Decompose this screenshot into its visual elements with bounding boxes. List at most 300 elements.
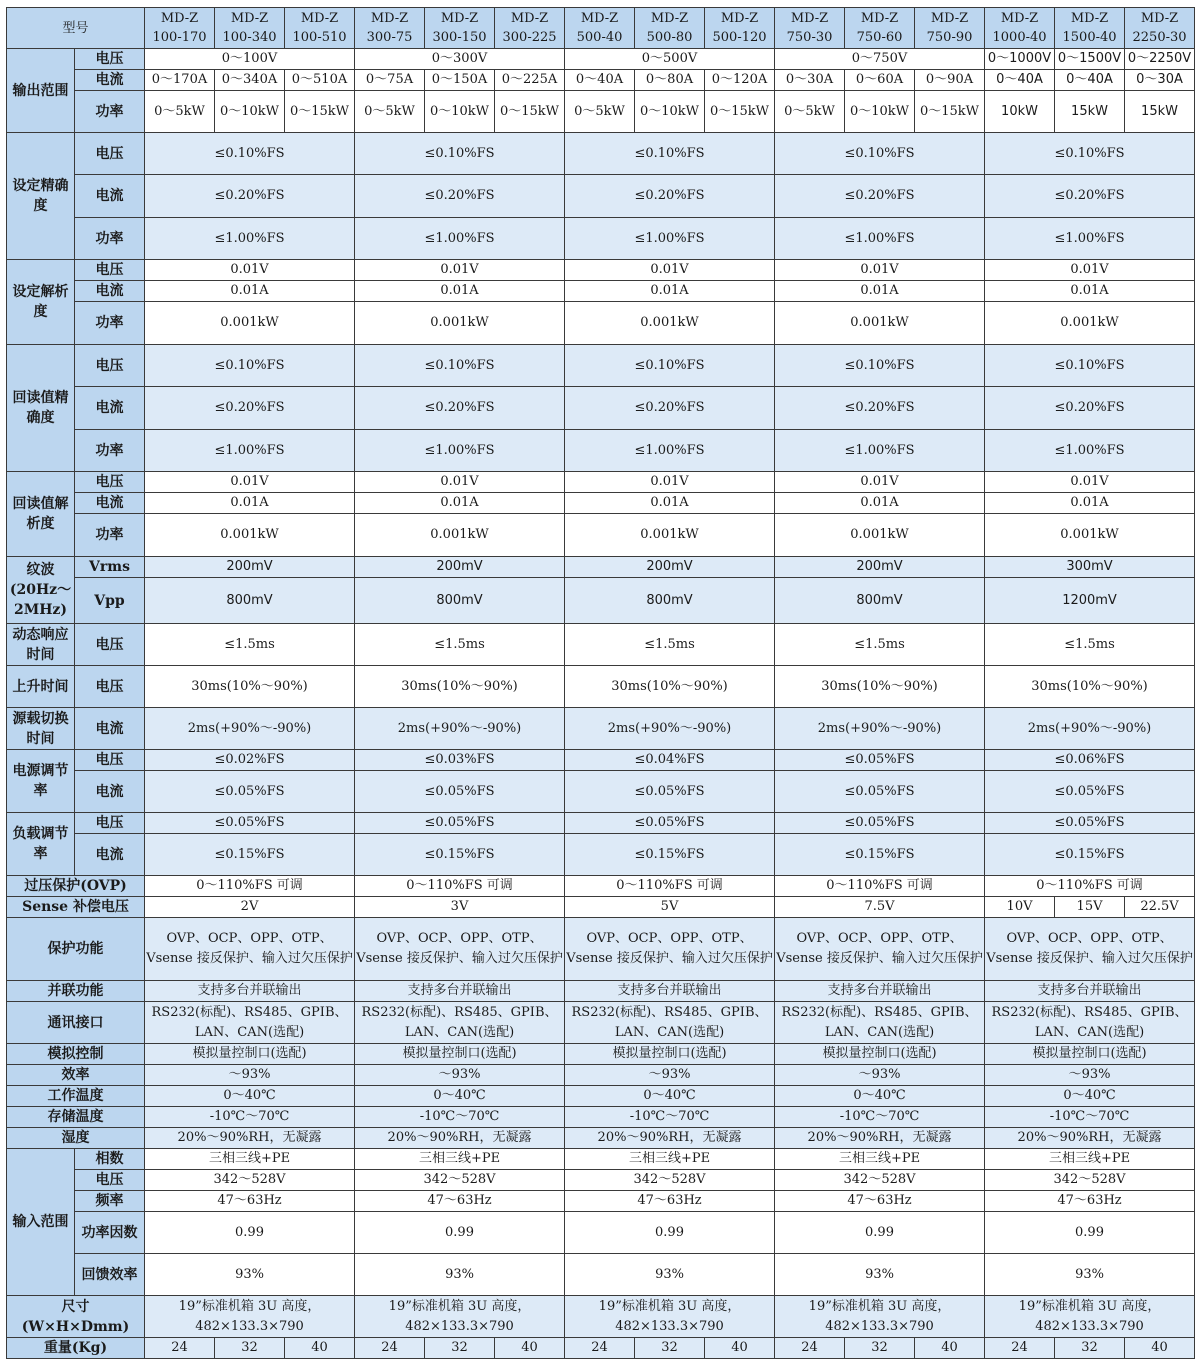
table-row: [7, 1044, 1195, 1065]
value-cell: 5V: [565, 897, 775, 918]
sub-label: 电压: [75, 49, 145, 70]
value-cell: ≤1.5ms: [355, 624, 565, 666]
category-label: 通讯接口: [7, 1002, 145, 1044]
value-cell: 0～225A: [495, 70, 565, 91]
value-cell: ～93%: [145, 1065, 355, 1086]
value-cell: -10℃～70℃: [565, 1107, 775, 1128]
value-cell: ≤0.06%FS: [985, 750, 1195, 771]
value-cell: 0.01A: [565, 493, 775, 514]
model-series: MD-Z: [860, 11, 899, 26]
value-cell: 0～15kW: [915, 91, 985, 133]
model-header: [215, 8, 285, 49]
value-cell: ≤0.10%FS: [355, 133, 565, 175]
value-cell: 19”标准机箱 3U 高度，482×133.3×790: [985, 1296, 1195, 1338]
category-label: 效率: [7, 1065, 145, 1086]
table-row: [7, 1065, 1195, 1086]
value-cell: 3V: [355, 897, 565, 918]
value-cell: 0～80A: [635, 70, 705, 91]
value-cell: 2ms(+90%～-90%): [565, 708, 775, 750]
value-cell: 20%～90%RH，无凝露: [145, 1128, 355, 1149]
value-cell: 0.01A: [775, 493, 985, 514]
value-cell: ≤0.20%FS: [985, 387, 1195, 430]
value-cell: 300mV: [985, 557, 1195, 578]
value-cell: 0～40℃: [355, 1086, 565, 1107]
value-cell: ≤0.05%FS: [145, 771, 355, 813]
table-row: [7, 1191, 1195, 1212]
table-row: [7, 1254, 1195, 1296]
model-number: 500-120: [712, 30, 767, 45]
category-label: 设定精确度: [7, 133, 75, 260]
model-number: 300-150: [432, 30, 487, 45]
value-cell: 支持多台并联输出: [985, 981, 1195, 1002]
value-cell: -10℃～70℃: [355, 1107, 565, 1128]
table-row: [7, 1170, 1195, 1191]
sub-label: 电流: [75, 771, 145, 813]
value-cell: ≤0.02%FS: [145, 750, 355, 771]
value-cell: 0～10kW: [845, 91, 915, 133]
value-cell: 0～40A: [565, 70, 635, 91]
value-cell: RS232(标配)、RS485、GPIB、LAN、CAN(选配): [145, 1002, 355, 1044]
sub-label: 功率: [75, 218, 145, 260]
value-cell: ≤1.5ms: [565, 624, 775, 666]
category-label: 负载调节率: [7, 813, 75, 876]
category-label: 工作温度: [7, 1086, 145, 1107]
model-number: 1500-40: [1062, 30, 1117, 45]
table-row: [7, 834, 1195, 876]
table-row: [7, 1086, 1195, 1107]
value-cell: 0～5kW: [565, 91, 635, 133]
value-cell: RS232(标配)、RS485、GPIB、LAN、CAN(选配): [775, 1002, 985, 1044]
category-label: Sense 补偿电压: [7, 897, 145, 918]
value-cell: ≤1.00%FS: [775, 430, 985, 472]
model-number: 750-30: [786, 30, 833, 45]
value-cell: 0～340A: [215, 70, 285, 91]
value-cell: 0.01A: [985, 493, 1195, 514]
model-number: 500-40: [576, 30, 623, 45]
value-cell: ≤1.00%FS: [775, 218, 985, 260]
value-cell: ≤0.05%FS: [775, 750, 985, 771]
category-label: 过压保护(OVP): [7, 876, 145, 897]
value-cell: 200mV: [145, 557, 355, 578]
value-cell: 0.01V: [985, 260, 1195, 281]
value-cell: 20%～90%RH，无凝露: [355, 1128, 565, 1149]
category-label: 动态响应时间: [7, 624, 75, 666]
value-cell: ～93%: [775, 1065, 985, 1086]
table-row: [7, 8, 1195, 49]
value-cell: ≤0.20%FS: [355, 387, 565, 430]
value-cell: ～93%: [565, 1065, 775, 1086]
table-row: [7, 897, 1195, 918]
value-cell: 32: [425, 1338, 495, 1359]
value-cell: 47～63Hz: [355, 1191, 565, 1212]
value-cell: 三相三线+PE: [355, 1149, 565, 1170]
value-cell: 20%～90%RH，无凝露: [565, 1128, 775, 1149]
table-row: [7, 1296, 1195, 1338]
value-cell: 0～170A: [145, 70, 215, 91]
value-cell: 0～500V: [565, 49, 775, 70]
sub-label: Vrms: [75, 557, 145, 578]
value-cell: 0～40A: [985, 70, 1055, 91]
table-row: [7, 1338, 1195, 1359]
value-cell: 0.01V: [355, 260, 565, 281]
table-row: [7, 472, 1195, 493]
table-row: [7, 918, 1195, 981]
model-header: [775, 8, 845, 49]
value-cell: RS232(标配)、RS485、GPIB、LAN、CAN(选配): [985, 1002, 1195, 1044]
value-cell: ≤0.10%FS: [985, 345, 1195, 387]
model-series: MD-Z: [160, 11, 199, 26]
value-cell: 20%～90%RH，无凝露: [985, 1128, 1195, 1149]
table-row: [7, 345, 1195, 387]
value-cell: ≤0.05%FS: [775, 813, 985, 834]
value-cell: 800mV: [145, 578, 355, 624]
table-row: [7, 430, 1195, 472]
value-cell: ≤0.15%FS: [145, 834, 355, 876]
value-cell: 三相三线+PE: [985, 1149, 1195, 1170]
value-cell: ≤0.10%FS: [145, 133, 355, 175]
value-cell: 2ms(+90%～-90%): [145, 708, 355, 750]
table-row: [7, 1107, 1195, 1128]
model-number: 500-80: [646, 30, 693, 45]
value-cell: 三相三线+PE: [145, 1149, 355, 1170]
value-cell: 24: [985, 1338, 1055, 1359]
table-row: [7, 91, 1195, 133]
model-series: MD-Z: [1000, 11, 1039, 26]
value-cell: 30ms(10%～90%): [145, 666, 355, 708]
value-cell: 支持多台并联输出: [565, 981, 775, 1002]
value-cell: ≤1.00%FS: [355, 430, 565, 472]
value-cell: 模拟量控制口(选配): [985, 1044, 1195, 1065]
value-cell: 19”标准机箱 3U 高度，482×133.3×790: [145, 1296, 355, 1338]
model-header: [845, 8, 915, 49]
value-cell: 93%: [565, 1254, 775, 1296]
value-cell: ≤1.5ms: [985, 624, 1195, 666]
value-cell: ≤0.15%FS: [565, 834, 775, 876]
value-cell: 0～40℃: [565, 1086, 775, 1107]
value-cell: 0.01V: [145, 260, 355, 281]
value-cell: 0.001kW: [775, 514, 985, 557]
sub-label: 功率: [75, 302, 145, 345]
value-cell: 800mV: [355, 578, 565, 624]
table-row: [7, 578, 1195, 624]
value-cell: 0～1000V: [985, 49, 1055, 70]
value-cell: ≤0.20%FS: [145, 175, 355, 218]
model-header: [565, 8, 635, 49]
model-number: 2250-30: [1132, 30, 1187, 45]
table-row: [7, 981, 1195, 1002]
value-cell: 0.99: [775, 1212, 985, 1254]
sub-label: 回馈效率: [75, 1254, 145, 1296]
value-cell: 0～10kW: [425, 91, 495, 133]
model-header: [635, 8, 705, 49]
model-number: 1000-40: [992, 30, 1047, 45]
value-cell: 0～40℃: [985, 1086, 1195, 1107]
value-cell: ≤0.04%FS: [565, 750, 775, 771]
value-cell: 800mV: [775, 578, 985, 624]
sub-label: 功率: [75, 514, 145, 557]
value-cell: 30ms(10%～90%): [565, 666, 775, 708]
model-series: MD-Z: [300, 11, 339, 26]
value-cell: 0.001kW: [355, 514, 565, 557]
sub-label: 电流: [75, 175, 145, 218]
category-label: 尺寸(W×H×Dmm): [7, 1296, 145, 1338]
value-cell: ～93%: [355, 1065, 565, 1086]
category-label: 输入范围: [7, 1149, 75, 1296]
category-label: 重量(Kg): [7, 1338, 145, 1359]
value-cell: 342～528V: [775, 1170, 985, 1191]
table-row: [7, 49, 1195, 70]
value-cell: 0～15kW: [285, 91, 355, 133]
model-series: MD-Z: [230, 11, 269, 26]
value-cell: 0.001kW: [145, 302, 355, 345]
value-cell: RS232(标配)、RS485、GPIB、LAN、CAN(选配): [355, 1002, 565, 1044]
model-header: [425, 8, 495, 49]
model-series: MD-Z: [370, 11, 409, 26]
value-cell: 0～1500V: [1055, 49, 1125, 70]
value-cell: 0.001kW: [775, 302, 985, 345]
model-header: [495, 8, 565, 49]
value-cell: 2ms(+90%～-90%): [985, 708, 1195, 750]
value-cell: 模拟量控制口(选配): [145, 1044, 355, 1065]
sub-label: 电压: [75, 624, 145, 666]
value-cell: -10℃～70℃: [985, 1107, 1195, 1128]
category-label: 湿度: [7, 1128, 145, 1149]
model-series: MD-Z: [580, 11, 619, 26]
category-label: 设定解析度: [7, 260, 75, 345]
sub-label: 电压: [75, 750, 145, 771]
value-cell: 7.5V: [775, 897, 985, 918]
value-cell: ≤1.00%FS: [985, 430, 1195, 472]
value-cell: ≤1.5ms: [775, 624, 985, 666]
value-cell: 0～30A: [775, 70, 845, 91]
value-cell: 200mV: [775, 557, 985, 578]
value-cell: 0～15kW: [705, 91, 775, 133]
table-row: [7, 624, 1195, 666]
value-cell: ≤0.15%FS: [985, 834, 1195, 876]
value-cell: -10℃～70℃: [775, 1107, 985, 1128]
value-cell: 0.01A: [145, 281, 355, 302]
value-cell: 342～528V: [355, 1170, 565, 1191]
value-cell: 1200mV: [985, 578, 1195, 624]
table-row: [7, 302, 1195, 345]
value-cell: 30ms(10%～90%): [775, 666, 985, 708]
table-row: [7, 750, 1195, 771]
value-cell: ≤0.10%FS: [565, 345, 775, 387]
value-cell: ≤0.10%FS: [775, 133, 985, 175]
value-cell: ≤0.10%FS: [355, 345, 565, 387]
sub-label: 相数: [75, 1149, 145, 1170]
model-header: [1125, 8, 1195, 49]
value-cell: 32: [845, 1338, 915, 1359]
value-cell: 模拟量控制口(选配): [355, 1044, 565, 1065]
value-cell: 10V: [985, 897, 1055, 918]
value-cell: 模拟量控制口(选配): [565, 1044, 775, 1065]
value-cell: 0.001kW: [565, 302, 775, 345]
spec-table: [6, 7, 1195, 1359]
value-cell: 40: [705, 1338, 775, 1359]
value-cell: 0.01V: [145, 472, 355, 493]
value-cell: ≤0.05%FS: [565, 771, 775, 813]
table-row: [7, 876, 1195, 897]
sub-label: 电压: [75, 666, 145, 708]
value-cell: 0～10kW: [635, 91, 705, 133]
table-row: [7, 813, 1195, 834]
value-cell: 0～150A: [425, 70, 495, 91]
value-cell: 0.01V: [775, 260, 985, 281]
value-cell: OVP、OCP、OPP、OTP、Vsense 接反保护、输入过欠压保护: [985, 918, 1195, 981]
value-cell: 0.01A: [355, 493, 565, 514]
model-number: 100-170: [152, 30, 207, 45]
value-cell: 0.01V: [985, 472, 1195, 493]
value-cell: 40: [285, 1338, 355, 1359]
model-number: 100-340: [222, 30, 277, 45]
model-header: [145, 8, 215, 49]
value-cell: ≤0.03%FS: [355, 750, 565, 771]
value-cell: 2ms(+90%～-90%): [355, 708, 565, 750]
value-cell: 10kW: [985, 91, 1055, 133]
value-cell: 支持多台并联输出: [145, 981, 355, 1002]
value-cell: ≤0.15%FS: [775, 834, 985, 876]
table-row: [7, 493, 1195, 514]
value-cell: 0.001kW: [355, 302, 565, 345]
value-cell: ≤0.05%FS: [775, 771, 985, 813]
value-cell: 0～60A: [845, 70, 915, 91]
value-cell: ≤0.20%FS: [565, 387, 775, 430]
category-label: 存储温度: [7, 1107, 145, 1128]
model-header: [355, 8, 425, 49]
value-cell: 0.001kW: [985, 302, 1195, 345]
value-cell: 40: [495, 1338, 565, 1359]
value-cell: 24: [565, 1338, 635, 1359]
value-cell: 0～5kW: [775, 91, 845, 133]
table-row: [7, 387, 1195, 430]
value-cell: 800mV: [565, 578, 775, 624]
value-cell: 0.001kW: [565, 514, 775, 557]
sub-label: 功率: [75, 91, 145, 133]
value-cell: ≤1.00%FS: [355, 218, 565, 260]
value-cell: ≤0.20%FS: [145, 387, 355, 430]
sub-label: 电流: [75, 281, 145, 302]
model-number: 750-60: [856, 30, 903, 45]
value-cell: 0.01A: [355, 281, 565, 302]
value-cell: 47～63Hz: [565, 1191, 775, 1212]
value-cell: 342～528V: [145, 1170, 355, 1191]
value-cell: 0～750V: [775, 49, 985, 70]
value-cell: 0～30A: [1125, 70, 1195, 91]
value-cell: 0.01V: [355, 472, 565, 493]
model-series: MD-Z: [440, 11, 479, 26]
value-cell: ≤0.05%FS: [145, 813, 355, 834]
table-row: [7, 514, 1195, 557]
table-row: [7, 708, 1195, 750]
value-cell: 0.001kW: [985, 514, 1195, 557]
table-row: [7, 70, 1195, 91]
model-number: 750-90: [926, 30, 973, 45]
sub-label: 功率因数: [75, 1212, 145, 1254]
value-cell: 0～5kW: [355, 91, 425, 133]
value-cell: ≤1.00%FS: [145, 430, 355, 472]
category-label: 回读值精确度: [7, 345, 75, 472]
value-cell: OVP、OCP、OPP、OTP、Vsense 接反保护、输入过欠压保护: [355, 918, 565, 981]
table-row: [7, 557, 1195, 578]
value-cell: 24: [775, 1338, 845, 1359]
value-cell: ≤0.20%FS: [355, 175, 565, 218]
value-cell: 20%～90%RH，无凝露: [775, 1128, 985, 1149]
value-cell: ≤0.20%FS: [985, 175, 1195, 218]
value-cell: 40: [1125, 1338, 1195, 1359]
category-label: 上升时间: [7, 666, 75, 708]
value-cell: 24: [355, 1338, 425, 1359]
sub-label: 功率: [75, 430, 145, 472]
model-header: [915, 8, 985, 49]
value-cell: ≤0.20%FS: [775, 175, 985, 218]
model-header: [285, 8, 355, 49]
value-cell: 0～300V: [355, 49, 565, 70]
model-number: 300-225: [502, 30, 557, 45]
value-cell: 0～40℃: [775, 1086, 985, 1107]
value-cell: ≤0.10%FS: [775, 345, 985, 387]
value-cell: ～93%: [985, 1065, 1195, 1086]
value-cell: ≤0.05%FS: [355, 771, 565, 813]
value-cell: 0～510A: [285, 70, 355, 91]
value-cell: 47～63Hz: [145, 1191, 355, 1212]
model-number: 300-75: [366, 30, 413, 45]
value-cell: 0.99: [145, 1212, 355, 1254]
value-cell: ≤0.05%FS: [985, 813, 1195, 834]
sub-label: 频率: [75, 1191, 145, 1212]
table-row: [7, 666, 1195, 708]
sub-label: 电流: [75, 493, 145, 514]
category-label: 纹波(20Hz～2MHz): [7, 557, 75, 624]
value-cell: 0.99: [355, 1212, 565, 1254]
category-label: 保护功能: [7, 918, 145, 981]
value-cell: ≤0.15%FS: [355, 834, 565, 876]
value-cell: 200mV: [565, 557, 775, 578]
sub-label: 电流: [75, 70, 145, 91]
category-label: 回读值解析度: [7, 472, 75, 557]
value-cell: 40: [915, 1338, 985, 1359]
value-cell: 19”标准机箱 3U 高度，482×133.3×790: [355, 1296, 565, 1338]
value-cell: 19”标准机箱 3U 高度，482×133.3×790: [565, 1296, 775, 1338]
value-cell: 0～75A: [355, 70, 425, 91]
value-cell: 0～110%FS 可调: [985, 876, 1195, 897]
value-cell: 2ms(+90%～-90%): [775, 708, 985, 750]
value-cell: ≤0.10%FS: [565, 133, 775, 175]
value-cell: 93%: [145, 1254, 355, 1296]
sub-label: 电流: [75, 387, 145, 430]
value-cell: 0.01A: [145, 493, 355, 514]
table-row: [7, 218, 1195, 260]
value-cell: OVP、OCP、OPP、OTP、Vsense 接反保护、输入过欠压保护: [775, 918, 985, 981]
model-series: MD-Z: [720, 11, 759, 26]
value-cell: 30ms(10%～90%): [985, 666, 1195, 708]
table-row: [7, 1149, 1195, 1170]
value-cell: 200mV: [355, 557, 565, 578]
value-cell: ≤1.00%FS: [145, 218, 355, 260]
value-cell: 0～5kW: [145, 91, 215, 133]
table-row: [7, 133, 1195, 175]
value-cell: 2V: [145, 897, 355, 918]
value-cell: ≤0.05%FS: [565, 813, 775, 834]
value-cell: 0～110%FS 可调: [775, 876, 985, 897]
value-cell: 0～100V: [145, 49, 355, 70]
model-series: MD-Z: [1140, 11, 1179, 26]
category-label: 模拟控制: [7, 1044, 145, 1065]
value-cell: 0～110%FS 可调: [145, 876, 355, 897]
value-cell: ≤0.10%FS: [145, 345, 355, 387]
value-cell: 0～10kW: [215, 91, 285, 133]
value-cell: 19”标准机箱 3U 高度，482×133.3×790: [775, 1296, 985, 1338]
